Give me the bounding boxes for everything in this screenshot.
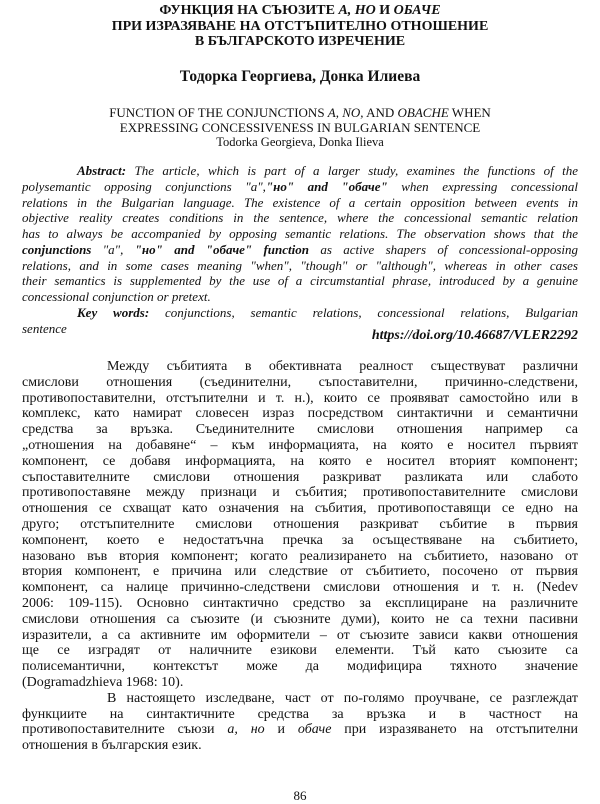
text-line (22, 305, 578, 321)
text-segment: а, но (227, 722, 265, 738)
text-line (22, 738, 578, 754)
text-segment: Abstract: (77, 163, 127, 178)
text-segment: противопоставителни, отстъпителни и т. н.), които се проявяват самостойно или в (22, 390, 578, 406)
text-segment: as active shapers of concessional-opposing (308, 241, 578, 257)
text-line (22, 485, 578, 501)
text-segment: ще се изградят от наличните езикови елементи. Тъй като съюзите са (22, 643, 578, 659)
text-line (22, 375, 578, 391)
text-segment: sentence (22, 320, 67, 336)
text-line (22, 454, 578, 470)
text-segment: компонент, са налице причинно-следствени смислови отношения и т. н. (Nedev (22, 580, 578, 596)
text-line (22, 501, 578, 517)
text-segment: противопоставителните съюзи (22, 722, 228, 738)
text-segment: обаче (297, 722, 332, 738)
abstract (22, 163, 578, 336)
text-segment: Между събитията в обективната реалност съществуват различни (107, 359, 578, 374)
text-segment: "а", (91, 241, 135, 257)
text-segment: отношения се схващат като означения на събития, противопоставящи се едно на (22, 501, 578, 517)
text-segment: отношения в българския език. (22, 738, 202, 754)
text-line (22, 406, 578, 422)
text-segment: комплекс, като намират словесен израз посредством синтактични и семантични (22, 406, 578, 422)
text-segment: „отношения на добавяне“ – към информацията, на която е носител първият (22, 437, 578, 453)
text-segment: their semantics is supplemented by the use of a circumstantial phrase, introduced by a genuine (22, 273, 578, 289)
text-segment: полисемантични, контекстът може да модифицира тяхното значение (22, 659, 578, 675)
title-line-3: В БЪЛГАРСКОТО ИЗРЕЧЕНИЕ (194, 34, 406, 50)
english-authors: Todorka Georgieva, Donka Ilieva (216, 135, 384, 149)
english-title-line-1 (22, 105, 578, 120)
english-title-line-2: EXPRESSING CONCESSIVENESS IN BULGARIAN SENTENCE (119, 120, 481, 135)
text-segment: А, НО (338, 3, 376, 18)
text-segment: функциите на синтактичните средства за връзка и в частност на (22, 706, 578, 722)
text-line (22, 258, 578, 274)
text-line (22, 580, 578, 596)
text-segment: И (375, 3, 394, 18)
title-line-2: ПРИ ИЗРАЗЯВАНЕ НА ОТСТЪПИТЕЛНО ОТНОШЕНИЕ (111, 18, 489, 34)
text-line (22, 549, 578, 565)
text-segment: (Dogramadzhieva 1968: 10). (22, 674, 184, 690)
text-segment: concessional conjunction or pretext. (22, 289, 211, 304)
text-line (22, 422, 578, 438)
text-line (22, 722, 578, 738)
text-segment: A, NO, (327, 105, 364, 120)
text-line (22, 564, 578, 580)
english-title (22, 105, 578, 150)
text-segment: компонент, се добавя информацията, на която е носител вторият компонент; (22, 453, 578, 469)
text-segment: relations, and in some cases meaning "when", "though" or "although", whereas in other cases (22, 257, 578, 273)
text-segment: друго; отстъпителните смислови отношения разкриват събитие в първия (22, 516, 578, 532)
text-line (22, 438, 578, 454)
text-segment: polysemantic opposing conjunctions "а", (22, 178, 266, 194)
text-segment: conjunctions, semantic relations, concessional relations, Bulgarian (149, 304, 578, 320)
text-line (22, 226, 578, 242)
text-line (22, 359, 578, 375)
authors: Тодорка Георгиева, Донка Илиева (179, 68, 421, 85)
text-line (22, 643, 578, 659)
text-line (22, 517, 578, 533)
text-segment: ФУНКЦИЯ НА СЪЮЗИТЕ (159, 3, 339, 18)
title-line-1 (22, 3, 578, 19)
text-line (22, 242, 578, 258)
page-number: 86 (293, 788, 307, 803)
text-segment: "но" and "обаче" function (134, 241, 309, 257)
text-segment: The article, which is part of a larger study, examines the functions of the (126, 163, 578, 178)
text-segment: OBACHE (397, 105, 449, 120)
text-line (22, 596, 578, 612)
text-segment: 2006: 109-115). Основно синтактично средство за експлициране на различните (22, 595, 578, 611)
text-segment: назовано във втория компонент; когато реализирането на събитието, назовано от (22, 548, 578, 564)
text-segment: средства за връзка. Съединителните смислови отношения например са (22, 422, 578, 438)
text-segment: при изразяването на отстъпителни (331, 722, 578, 738)
text-segment: втория компонент, е причина или следствие от събитието, посочено от първия (22, 564, 578, 580)
text-line (22, 163, 578, 179)
text-segment: смислови отношения са съюзите (и съюзните думи), които не са техни пасивни (22, 611, 578, 627)
text-segment: WHEN (448, 105, 491, 120)
text-segment: изразители, а са активните им оформители – от съюзите зависи какви отношения (22, 627, 578, 643)
text-line (22, 707, 578, 723)
text-line (22, 391, 578, 407)
text-segment: и (264, 722, 298, 738)
text-line (22, 659, 578, 675)
doi-link[interactable]: https://doi.org/10.46687/VLER2292 (371, 328, 578, 343)
text-line (22, 612, 578, 628)
text-line (22, 179, 578, 195)
text-segment: противопоставяне между признаци и събития; противопоставителните смислови (22, 485, 578, 501)
article-title (22, 3, 578, 50)
text-line (22, 628, 578, 644)
text-segment: "но" and "обаче" (265, 178, 388, 194)
text-segment: has to always be accompanied by opposing semantic relations. The observation shows that the (22, 226, 578, 241)
text-segment: AND (363, 105, 398, 120)
text-segment: ОБАЧЕ (393, 3, 441, 18)
text-line (22, 289, 578, 305)
text-line (22, 675, 578, 691)
text-segment: when expressing concessional (387, 178, 578, 194)
text-segment: conjunctions (22, 241, 92, 257)
text-line (22, 273, 578, 289)
text-segment: Key words: (77, 304, 150, 320)
text-segment: компонент, което е недостатъчна пречка за осъществяване на събитието, (22, 532, 578, 548)
text-line (22, 210, 578, 226)
body-text (22, 359, 578, 754)
text-segment: relations in the Bulgarian language. The existence of a certain opposition between events in (22, 194, 578, 210)
text-line (22, 195, 578, 211)
text-segment: В настоящето изследване, част от по-голямо проучване, се разглеждат (107, 690, 578, 706)
text-segment: смислови отношения (съединителни, съпоставителни, причинно-следствени, (22, 374, 578, 390)
text-segment: съпоставителните смислови отношения разкриват разликата или слабото (22, 469, 578, 485)
text-line (22, 533, 578, 549)
text-segment: objective reality creates conditions in the sentence, where the concessional semantic relation (22, 210, 578, 226)
text-line (22, 470, 578, 486)
text-line (22, 691, 578, 707)
text-segment: FUNCTION OF THE CONJUNCTIONS (109, 105, 328, 120)
